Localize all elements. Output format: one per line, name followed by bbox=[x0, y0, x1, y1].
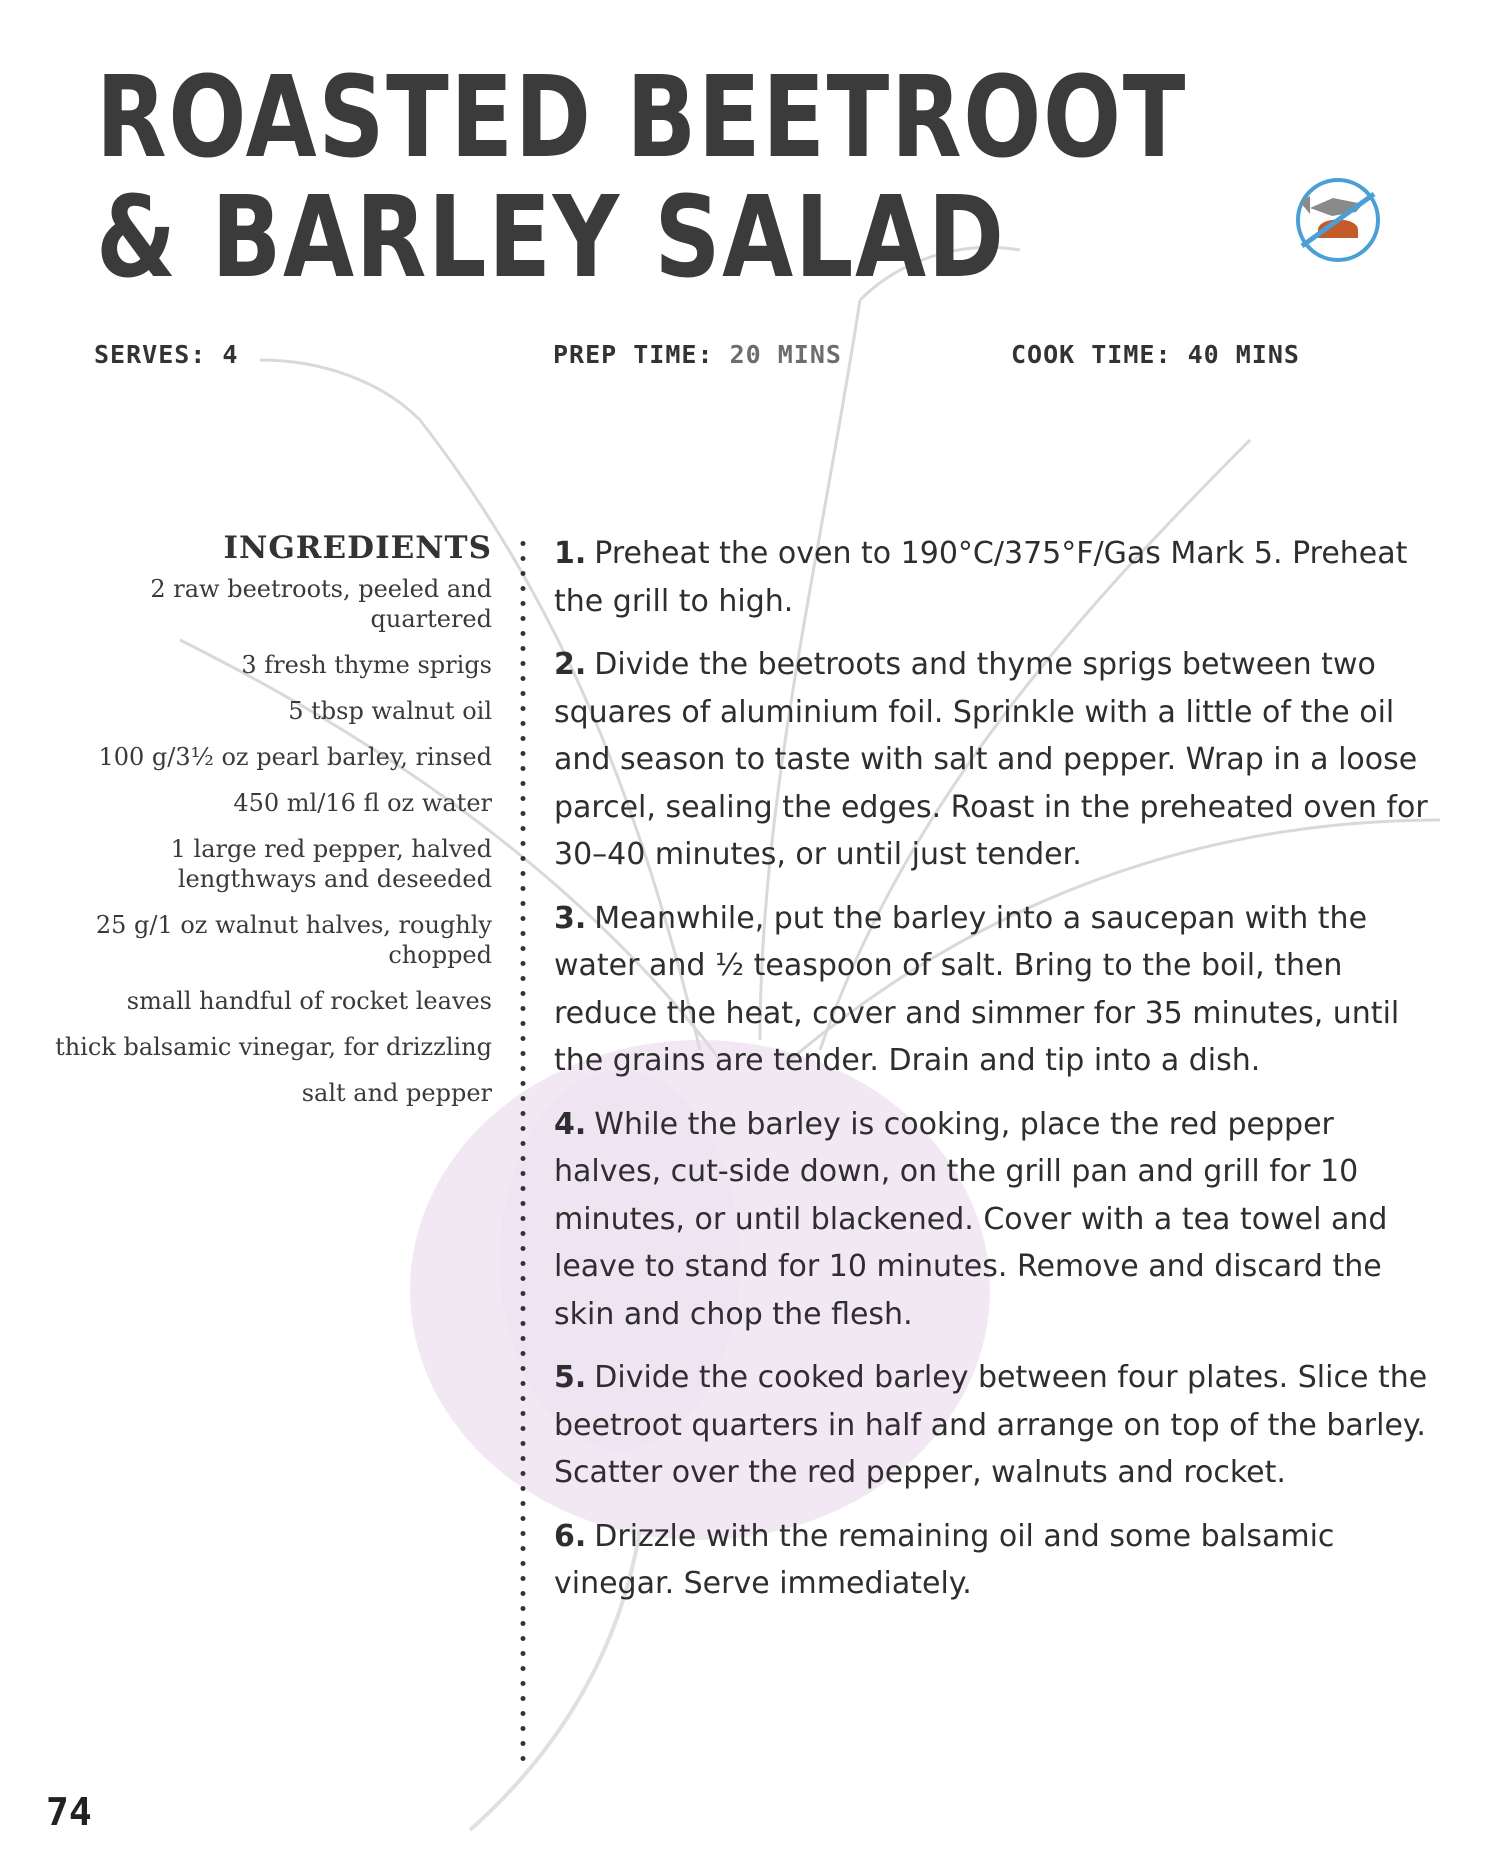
serves-value: 4 bbox=[222, 340, 239, 369]
step-text: Drizzle with the remaining oil and some balsamic vinegar. Serve immediately. bbox=[554, 1518, 1335, 1601]
ingredient-item: 3 fresh thyme sprigs bbox=[241, 651, 492, 679]
serves-info bbox=[94, 340, 238, 369]
title-line-1: ROASTED BEETROOT bbox=[96, 53, 1188, 183]
step-number: 4. bbox=[554, 1106, 587, 1142]
ingredient-item: 5 tbsp walnut oil bbox=[288, 697, 492, 725]
ingredients-list bbox=[40, 530, 492, 1124]
ingredient-item: salt and pepper bbox=[301, 1079, 492, 1107]
step-text: While the barley is cooking, place the red pepper halves, cut-side down, on the grill pan and grill for 10 minutes, or until blackened. Cover with a tea towel and leave to stand for 10 minutes. Remove and discard the skin and chop the flesh. bbox=[554, 1106, 1388, 1332]
step-text: Divide the cooked barley between four plates. Slice the beetroot quarters in half and arrange on top of the barley. Scatter over the red pepper, walnuts and rocket. bbox=[554, 1360, 1428, 1490]
page-number: 74 bbox=[46, 1790, 92, 1834]
step-number: 3. bbox=[554, 900, 587, 936]
title-line-2: & BARLEY SALAD bbox=[96, 173, 1006, 303]
step-number: 6. bbox=[554, 1518, 587, 1554]
method-step-1 bbox=[554, 530, 1434, 625]
prep-time-info bbox=[553, 340, 842, 369]
ingredients-heading: INGREDIENTS bbox=[223, 530, 492, 566]
prep-time-label: PREP TIME: bbox=[553, 340, 714, 369]
step-text: Preheat the oven to 190°C/375°F/Gas Mark 5. Preheat the grill to high. bbox=[554, 536, 1408, 619]
dotted-divider bbox=[520, 536, 526, 1761]
ingredient-item: 25 g/1 oz walnut halves, roughly chopped bbox=[95, 911, 492, 969]
method-step-4 bbox=[554, 1101, 1434, 1339]
ingredient-item: 1 large red pepper, halved lengthways and deseeded bbox=[170, 835, 492, 893]
method-step-2 bbox=[554, 641, 1434, 879]
method-step-6 bbox=[554, 1513, 1434, 1608]
step-number: 1. bbox=[554, 536, 587, 571]
ingredient-item: 2 raw beetroots, peeled and quartered bbox=[150, 575, 492, 633]
method-step-5 bbox=[554, 1354, 1434, 1497]
method-steps bbox=[554, 530, 1434, 1624]
serves-label: SERVES: bbox=[94, 340, 207, 369]
ingredient-item: 100 g/3½ oz pearl barley, rinsed bbox=[98, 743, 492, 771]
cook-time-label: COOK TIME: bbox=[1011, 340, 1172, 369]
prep-time-value: 20 MINS bbox=[729, 340, 842, 369]
cook-time-value: 40 MINS bbox=[1187, 340, 1300, 369]
step-number: 5. bbox=[554, 1360, 587, 1395]
ingredient-item: small handful of rocket leaves bbox=[126, 987, 492, 1015]
ingredient-item: thick balsamic vinegar, for drizzling bbox=[55, 1033, 492, 1061]
recipe-title bbox=[96, 53, 1188, 303]
no-fish-dairy-icon bbox=[1288, 168, 1388, 268]
ingredient-item: 450 ml/16 fl oz water bbox=[233, 789, 492, 817]
cook-time-info bbox=[1011, 340, 1300, 369]
method-step-3 bbox=[554, 895, 1434, 1085]
step-text: Divide the beetroots and thyme sprigs between two squares of aluminium foil. Sprinkle with a little of the oil and season to taste with salt and pepper. Wrap in a loose parcel, sealing the edges. Roast in the preheated oven for 30–40 minutes, or until just tender. bbox=[554, 647, 1428, 872]
step-number: 2. bbox=[554, 647, 587, 682]
step-text: Meanwhile, put the barley into a saucepan with the water and ½ teaspoon of salt. Bring to the boil, then reduce the heat, cover and simmer for 35 minutes, until the grains are tender. Drain and tip into a dish. bbox=[554, 900, 1400, 1078]
